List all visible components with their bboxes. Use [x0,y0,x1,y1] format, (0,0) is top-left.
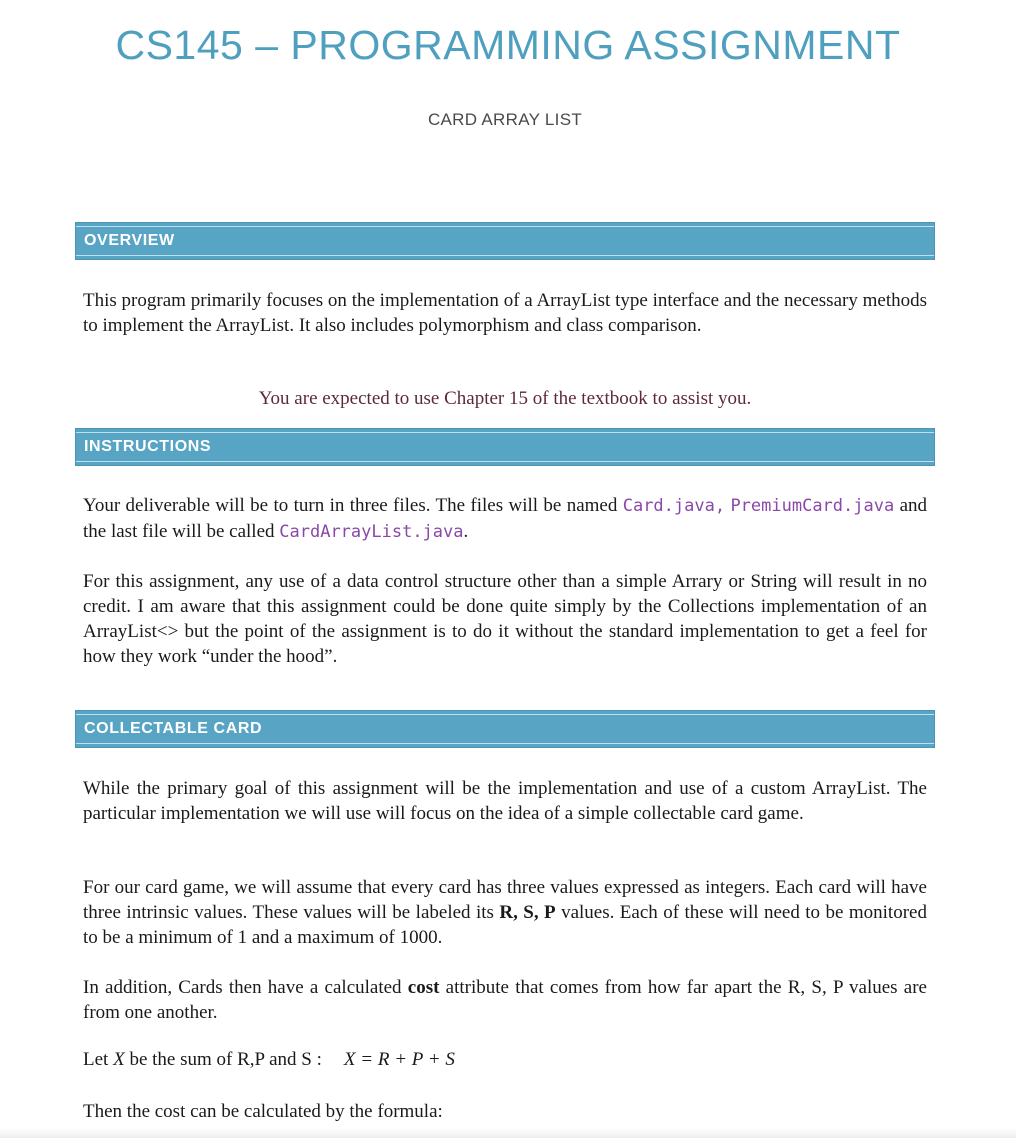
cost-paragraph [83,975,927,1025]
document-subtitle: CARD ARRAY LIST [427,110,583,129]
sum-definition [83,1049,455,1071]
values-paragraph [83,875,927,950]
deliverable-paragraph [83,493,927,545]
document-title: CS145 – PROGRAMMING ASSIGNMENT [115,22,901,68]
section-header-overview [75,222,935,260]
overview-paragraph: This program primarily focuses on the implementation of a ArrayList type interface and the necessary methods to implement the ArrayList. It also includes polymorphism and class comparison. [83,290,927,336]
section-title: INSTRUCTIONS [84,438,212,455]
section-title: OVERVIEW [84,232,175,249]
variable-x: X [113,1049,125,1070]
goal-paragraph: While the primary goal of this assignment will be the implementation and use of a custom ArrayList. The particular implementation we will use will focus on the idea of a simple collectable card game. [83,778,927,824]
page-bottom-fade [0,1128,1016,1138]
values-text: For our card game, we will assume that every card has three values expressed as integers. Each card will have three intrinsic values. These values will be labeled its [83,877,927,923]
section-header-collectable-card [75,710,935,748]
cost-text: In addition, Cards then have a calculated [83,977,408,998]
cost-term: cost [407,977,440,998]
cost-text: attribute that comes from how far apart the R, S, P values are from one another. [83,977,927,1023]
filename-premium-card: PremiumCard.java [730,496,895,516]
values-text: values. Each of these will need to be monitored to be a minimum of 1 and a maximum of 1000. [83,902,927,948]
deliverable-text: Your deliverable will be to turn in three files. The files will be named [83,495,623,516]
filename-card-array-list: CardArrayList.java [279,522,464,542]
textbook-note: You are expected to use Chapter 15 of the textbook to assist you. [258,388,752,409]
sum-equation: X = R + P + S [343,1049,455,1070]
deliverable-text: . [463,521,469,542]
rsp-values: R, S, P [499,902,556,923]
filename-card: Card.java, [622,496,726,516]
cost-formula-intro: Then the cost can be calculated by the formula: [83,1101,443,1122]
deliverable-text: and the last file will be called [83,495,927,542]
restriction-paragraph: For this assignment, any use of a data control structure other than a simple Arrary or String will result in no credit. I am aware that this assignment could be done quite simply by the Collections implementation of an ArrayList<> but the point of the assignment is to do it without the standard implementation to get a feel for how they work “under the hood”. [83,571,927,667]
section-header-instructions [75,428,935,466]
section-title: COLLECTABLE CARD [84,720,263,737]
definition-text: be the sum of R,P and S : [124,1049,322,1070]
definition-text: Let [83,1049,114,1070]
